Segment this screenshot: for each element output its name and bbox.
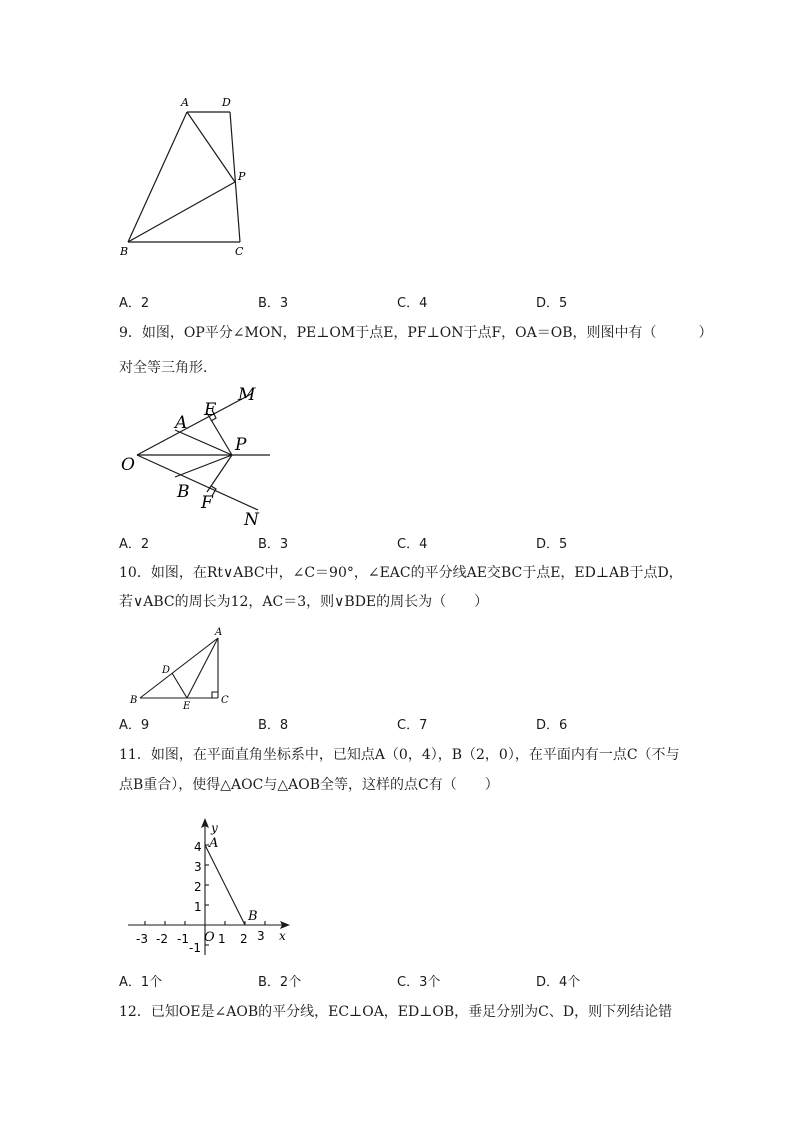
q9-option-b[interactable]: B．3	[258, 537, 289, 552]
q9-seg-bp	[175, 455, 232, 477]
q11-question-line1: 11．如图，在平面直角坐标系中，已知点A（0，4），B（2，0），在平面内有一点C（不与	[119, 747, 680, 763]
q8-label-p: P	[238, 170, 246, 183]
q10-right-angle-c	[212, 692, 218, 698]
q9-seg-ep	[207, 413, 232, 455]
q11-option-d[interactable]: D．4个	[536, 975, 581, 990]
q12-question-line1: 12．已知OE是∠AOB的平分线，EC⊥OA，ED⊥OB，垂足分别为C、D，则下列结论错	[119, 1004, 673, 1020]
q10-option-a[interactable]: A．9	[119, 718, 150, 733]
q9-question-line1: 9．如图，OP平分∠MON，PE⊥OM于点E，PF⊥ON于点F，OA＝OB，则图中有（ ）	[119, 325, 713, 341]
q9-label-b: B	[177, 482, 190, 502]
q10-option-d[interactable]: D．6	[536, 718, 568, 733]
q9-question-line2: 对全等三角形．	[119, 360, 217, 376]
q9-label-m: M	[238, 385, 256, 405]
q9-label-e: E	[204, 400, 217, 420]
q8-option-a[interactable]: A．2	[119, 296, 150, 311]
q10-label-c: C	[221, 695, 229, 706]
q10-label-e: E	[183, 701, 191, 712]
q8-seg-dc	[230, 112, 240, 242]
q11-y-tick-label: 3	[194, 860, 202, 874]
q11-y-arrow-icon	[201, 818, 209, 828]
q11-label-y: y	[211, 821, 218, 835]
q8-seg-bp	[128, 182, 235, 242]
q11-label-b: B	[248, 909, 258, 924]
q8-label-d: D	[222, 96, 231, 109]
q9-label-a: A	[175, 413, 188, 433]
q11-x-tick-label: -3	[136, 932, 148, 946]
q10-question-line1: 10．如图，在Rt∨ABC中，∠C＝90°，∠EAC的平分线AE交BC于点E，ED⊥AB于点D，	[119, 565, 683, 581]
q8-label-c: C	[235, 245, 244, 258]
q9-seg-ap	[175, 430, 232, 455]
q9-label-o: O	[121, 455, 135, 475]
q11-seg-ab	[205, 845, 245, 925]
q11-option-b[interactable]: B．2个	[258, 975, 302, 990]
q9-right-angle-e	[211, 410, 216, 421]
q11-label-a: A	[209, 836, 219, 851]
q11-y-tick-label: -1	[189, 941, 201, 955]
q8-label-b: B	[120, 245, 129, 258]
q11-y-tick-label: 1	[194, 900, 202, 914]
q8-option-b[interactable]: B．3	[258, 296, 289, 311]
q10-option-b[interactable]: B．8	[258, 718, 289, 733]
q8-seg-ab	[128, 112, 187, 242]
q9-right-angle-f	[211, 486, 216, 496]
q8-option-c[interactable]: C．4	[397, 296, 428, 311]
q10-seg-ab	[140, 638, 218, 698]
q9-option-c[interactable]: C．4	[397, 537, 428, 552]
q11-x-arrow-icon	[280, 921, 290, 929]
q11-option-a[interactable]: A．1个	[119, 975, 163, 990]
q9-ray-om	[137, 393, 253, 455]
q11-y-tick-label: 4	[194, 840, 202, 854]
q11-label-o: O	[204, 930, 215, 945]
q9-option-d[interactable]: D．5	[536, 537, 568, 552]
q11-y-tick-label: 2	[194, 880, 202, 894]
q11-label-x: x	[279, 929, 286, 943]
q10-question-line2: 若∨ABC的周长为12，AC＝3，则∨BDE的周长为（ ）	[119, 594, 489, 610]
q11-x-tick-label: 1	[218, 932, 226, 946]
q9-label-f: F	[201, 493, 213, 513]
q11-x-tick-label: -2	[156, 932, 168, 946]
q9-label-p: P	[235, 435, 247, 455]
q9-option-a[interactable]: A．2	[119, 537, 150, 552]
q8-label-a: A	[181, 96, 189, 109]
q9-ray-on	[137, 455, 258, 510]
q8-option-d[interactable]: D．5	[536, 296, 568, 311]
q9-seg-fp	[207, 455, 232, 492]
q10-option-c[interactable]: C．7	[397, 718, 428, 733]
q11-x-tick-label: 3	[257, 929, 265, 943]
q10-label-a: A	[215, 627, 223, 638]
q11-option-c[interactable]: C．3个	[397, 975, 441, 990]
q11-question-line2: 点B重合），使得△AOC与△AOB全等，这样的点C有（ ）	[119, 777, 499, 793]
q10-label-d: D	[162, 665, 171, 676]
q10-seg-ae	[187, 638, 218, 698]
q11-x-tick-label: -1	[177, 932, 189, 946]
q11-x-tick-label: 2	[240, 932, 248, 946]
q9-label-n: N	[244, 510, 259, 530]
q10-label-b: B	[130, 695, 138, 706]
q8-seg-ap	[187, 112, 235, 182]
q10-seg-de	[172, 673, 187, 698]
